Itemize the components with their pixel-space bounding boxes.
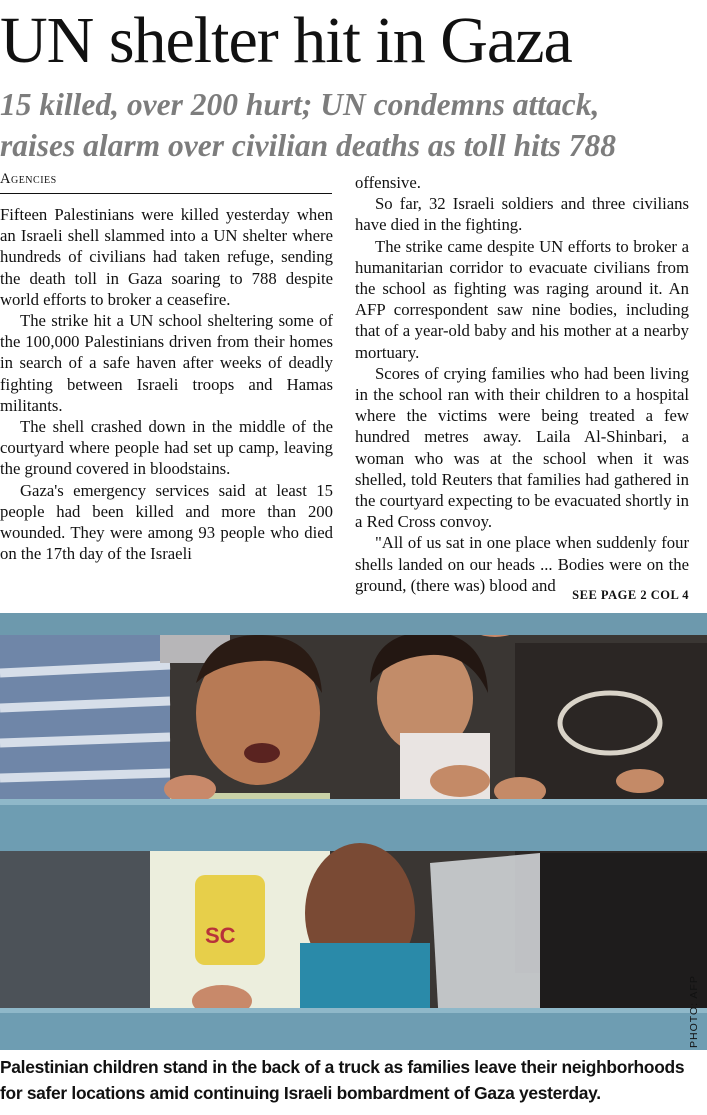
news-photo [0,613,707,1050]
deck-line: 15 killed, over 200 hurt; UN condemns attack, [0,87,600,122]
paragraph: The strike came despite UN efforts to broker a humanitarian corridor to evacuate civilians from the school as fighting was raging around it. An AFP correspondent saw nine bodies, including that of a year-old baby and his mother at a nearby mortuary. [355,236,689,362]
headline: UN shelter hit in Gaza [0,4,572,77]
deck-line: raises alarm over civilian deaths as toll hits 788 [0,128,617,163]
photo-caption [0,1054,707,1106]
paragraph: So far, 32 Israeli soldiers and three civilians have died in the fighting. [355,194,689,235]
article-column-1 [0,204,333,564]
photo-illustration [0,613,707,1050]
paragraph: offensive. [355,173,421,192]
article-column-2 [355,172,689,596]
paragraph: "All of us sat in one place when suddenly four shells landed on our heads ... Bodies were on the ground, (there was) blood and [355,533,689,595]
paragraph: The shell crashed down in the middle of the courtyard where people had set up camp, leaving the ground covered in bloodstains. [0,417,333,479]
paragraph: Scores of crying families who had been living in the school ran with their children to a hospital where the victims were being treated a few hundred metres away. Laila Al-Shinbari, a woman who was at the school when it was shelled, told Reuters that families had gathered in the courtyard expecting to be evacuated shortly in a Red Cross convoy. [355,363,689,532]
paragraph: Gaza's emergency services said at least 15 people had been killed and more than 200 wounded. They were among 93 people who died on the 17th day of the Israeli [0,480,333,564]
shirt-print: SC [205,923,236,948]
paragraph: The strike hit a UN school sheltering some of the 100,000 Palestinians driven from their homes in search of a safe haven after weeks of deadly fighting between Israeli troops and Hamas militants. [0,311,333,415]
paragraph: Fifteen Palestinians were killed yesterday when an Israeli shell slammed into a UN shelter where hundreds of civilians had taken refuge, sending the death toll in Gaza soaring to 788 despite world efforts to broker a ceasefire. [0,205,333,309]
caption-line: for safer locations amid continuing Israeli bombardment of Gaza yesterday. [0,1083,601,1103]
caption-line: Palestinian children stand in the back of a truck as families leave their neighborhoods [0,1057,685,1077]
byline: Agencies [0,171,332,194]
photo-credit: PHOTO: AFP [688,975,700,1048]
deck [0,84,707,166]
jump-line: SEE PAGE 2 COL 4 [572,588,689,602]
